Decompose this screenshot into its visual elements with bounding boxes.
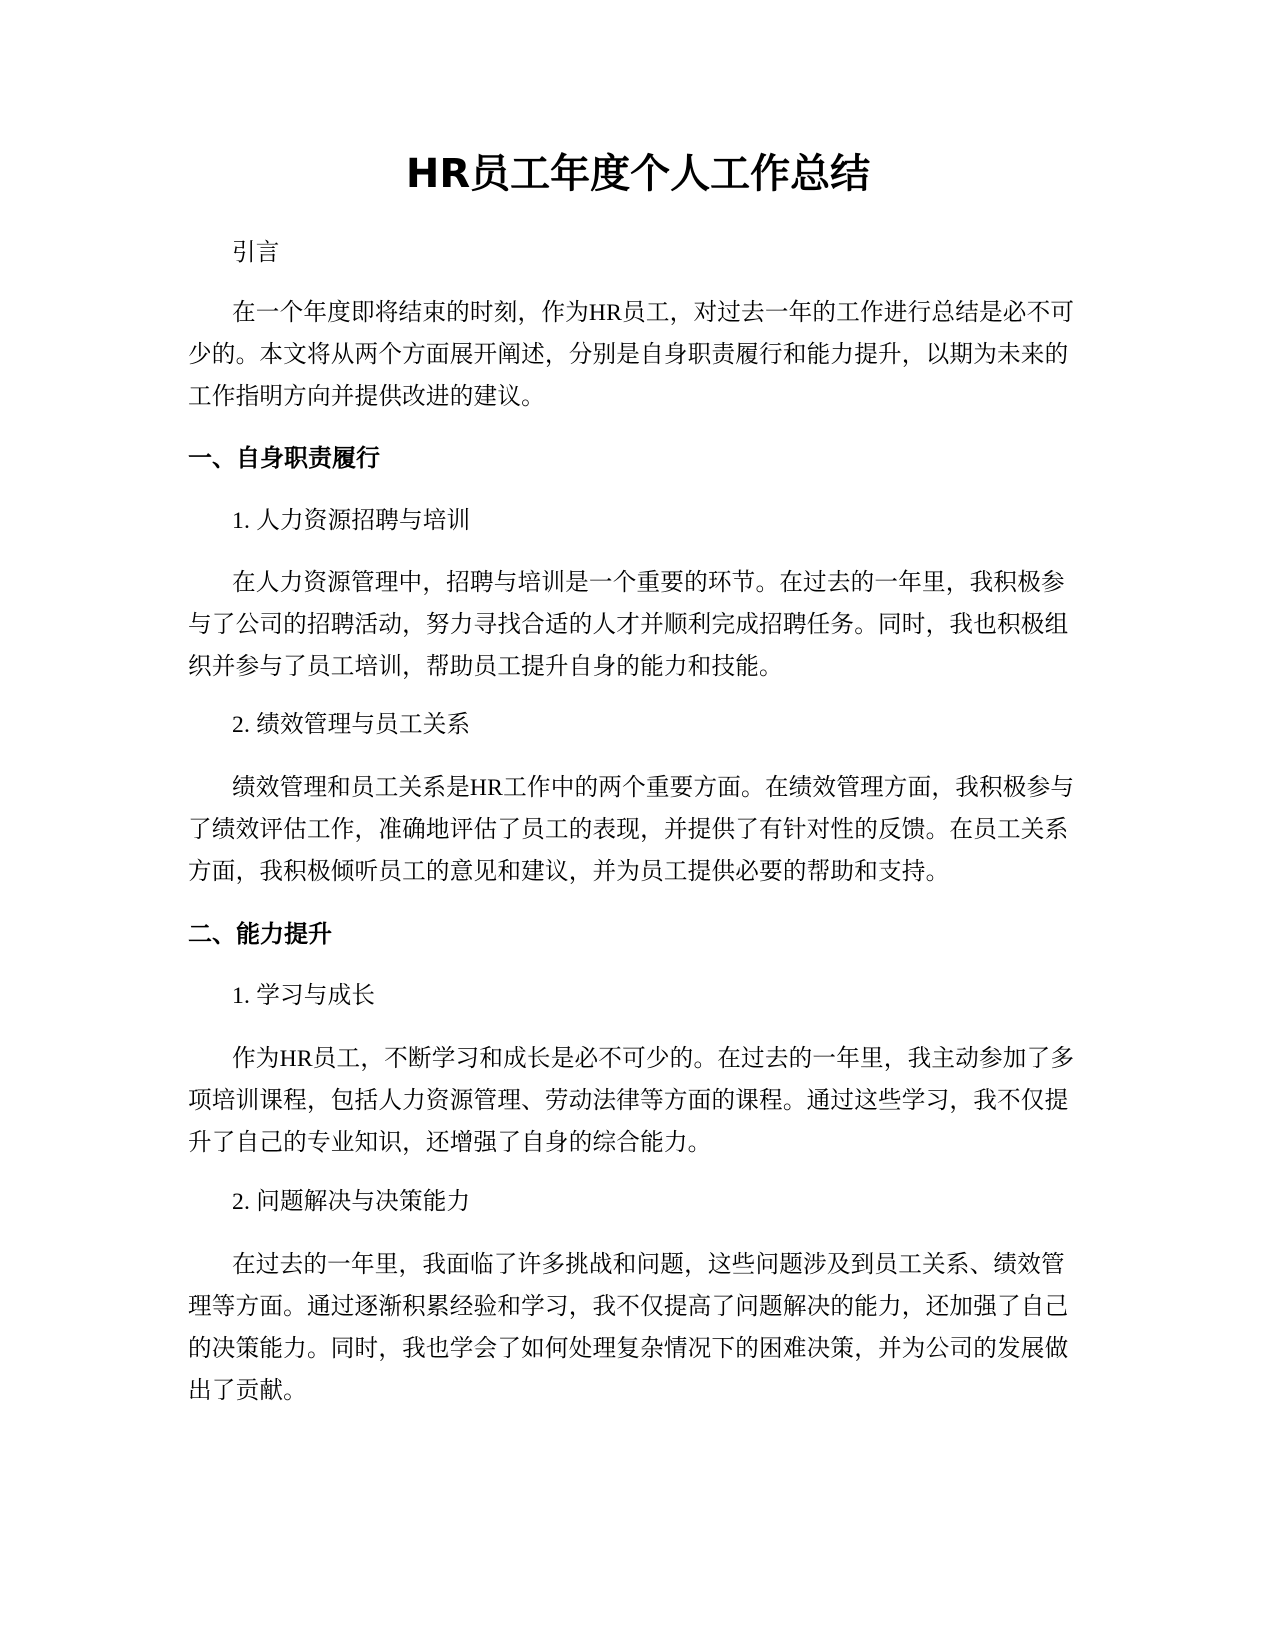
section2-sub1-paragraph: 作为HR员工，不断学习和成长是必不可少的。在过去的一年里，我主动参加了多项培训课程，包括人力资源管理、劳动法律等方面的课程。通过这些学习，我不仅提升了自己的专业知识，还增强了自身的综合能力。 [188,1046,1075,1156]
intro-label: 引言 [232,240,280,266]
section1-sub2-paragraph: 绩效管理和员工关系是HR工作中的两个重要方面。在绩效管理方面，我积极参与了绩效评估工作，准确地评估了员工的表现，并提供了有针对性的反馈。在员工关系方面，我积极倾听员工的意见和建议，并为员工提供必要的帮助和支持。 [188,775,1075,885]
section1-sub1-paragraph: 在人力资源管理中，招聘与培训是一个重要的环节。在过去的一年里，我积极参与了公司的招聘活动，努力寻找合适的人才并顺利完成招聘任务。同时，我也积极组织并参与了员工培训，帮助员工提升自身的能力和技能。 [188,570,1069,680]
section2-heading: 二、能力提升 [188,920,332,948]
section2-sub2-title: 2. 问题解决与决策能力 [232,1189,471,1215]
section2-sub1-title: 1. 学习与成长 [232,983,376,1009]
section1-sub1-title: 1. 人力资源招聘与培训 [232,508,471,534]
document-title: HR员工年度个人工作总结 [405,151,871,197]
intro-paragraph: 在一个年度即将结束的时刻，作为HR员工，对过去一年的工作进行总结是必不可少的。本文将从两个方面展开阐述，分别是自身职责履行和能力提升，以期为未来的工作指明方向并提供改进的建议。 [188,300,1075,410]
section1-heading: 一、自身职责履行 [188,444,380,472]
section1-sub2-title: 2. 绩效管理与员工关系 [232,712,471,738]
section2-sub2-paragraph: 在过去的一年里，我面临了许多挑战和问题，这些问题涉及到员工关系、绩效管理等方面。通过逐渐积累经验和学习，我不仅提高了问题解决的能力，还加强了自己的决策能力。同时，我也学会了如何处理复杂情况下的困难决策，并为公司的发展做出了贡献。 [188,1252,1069,1404]
